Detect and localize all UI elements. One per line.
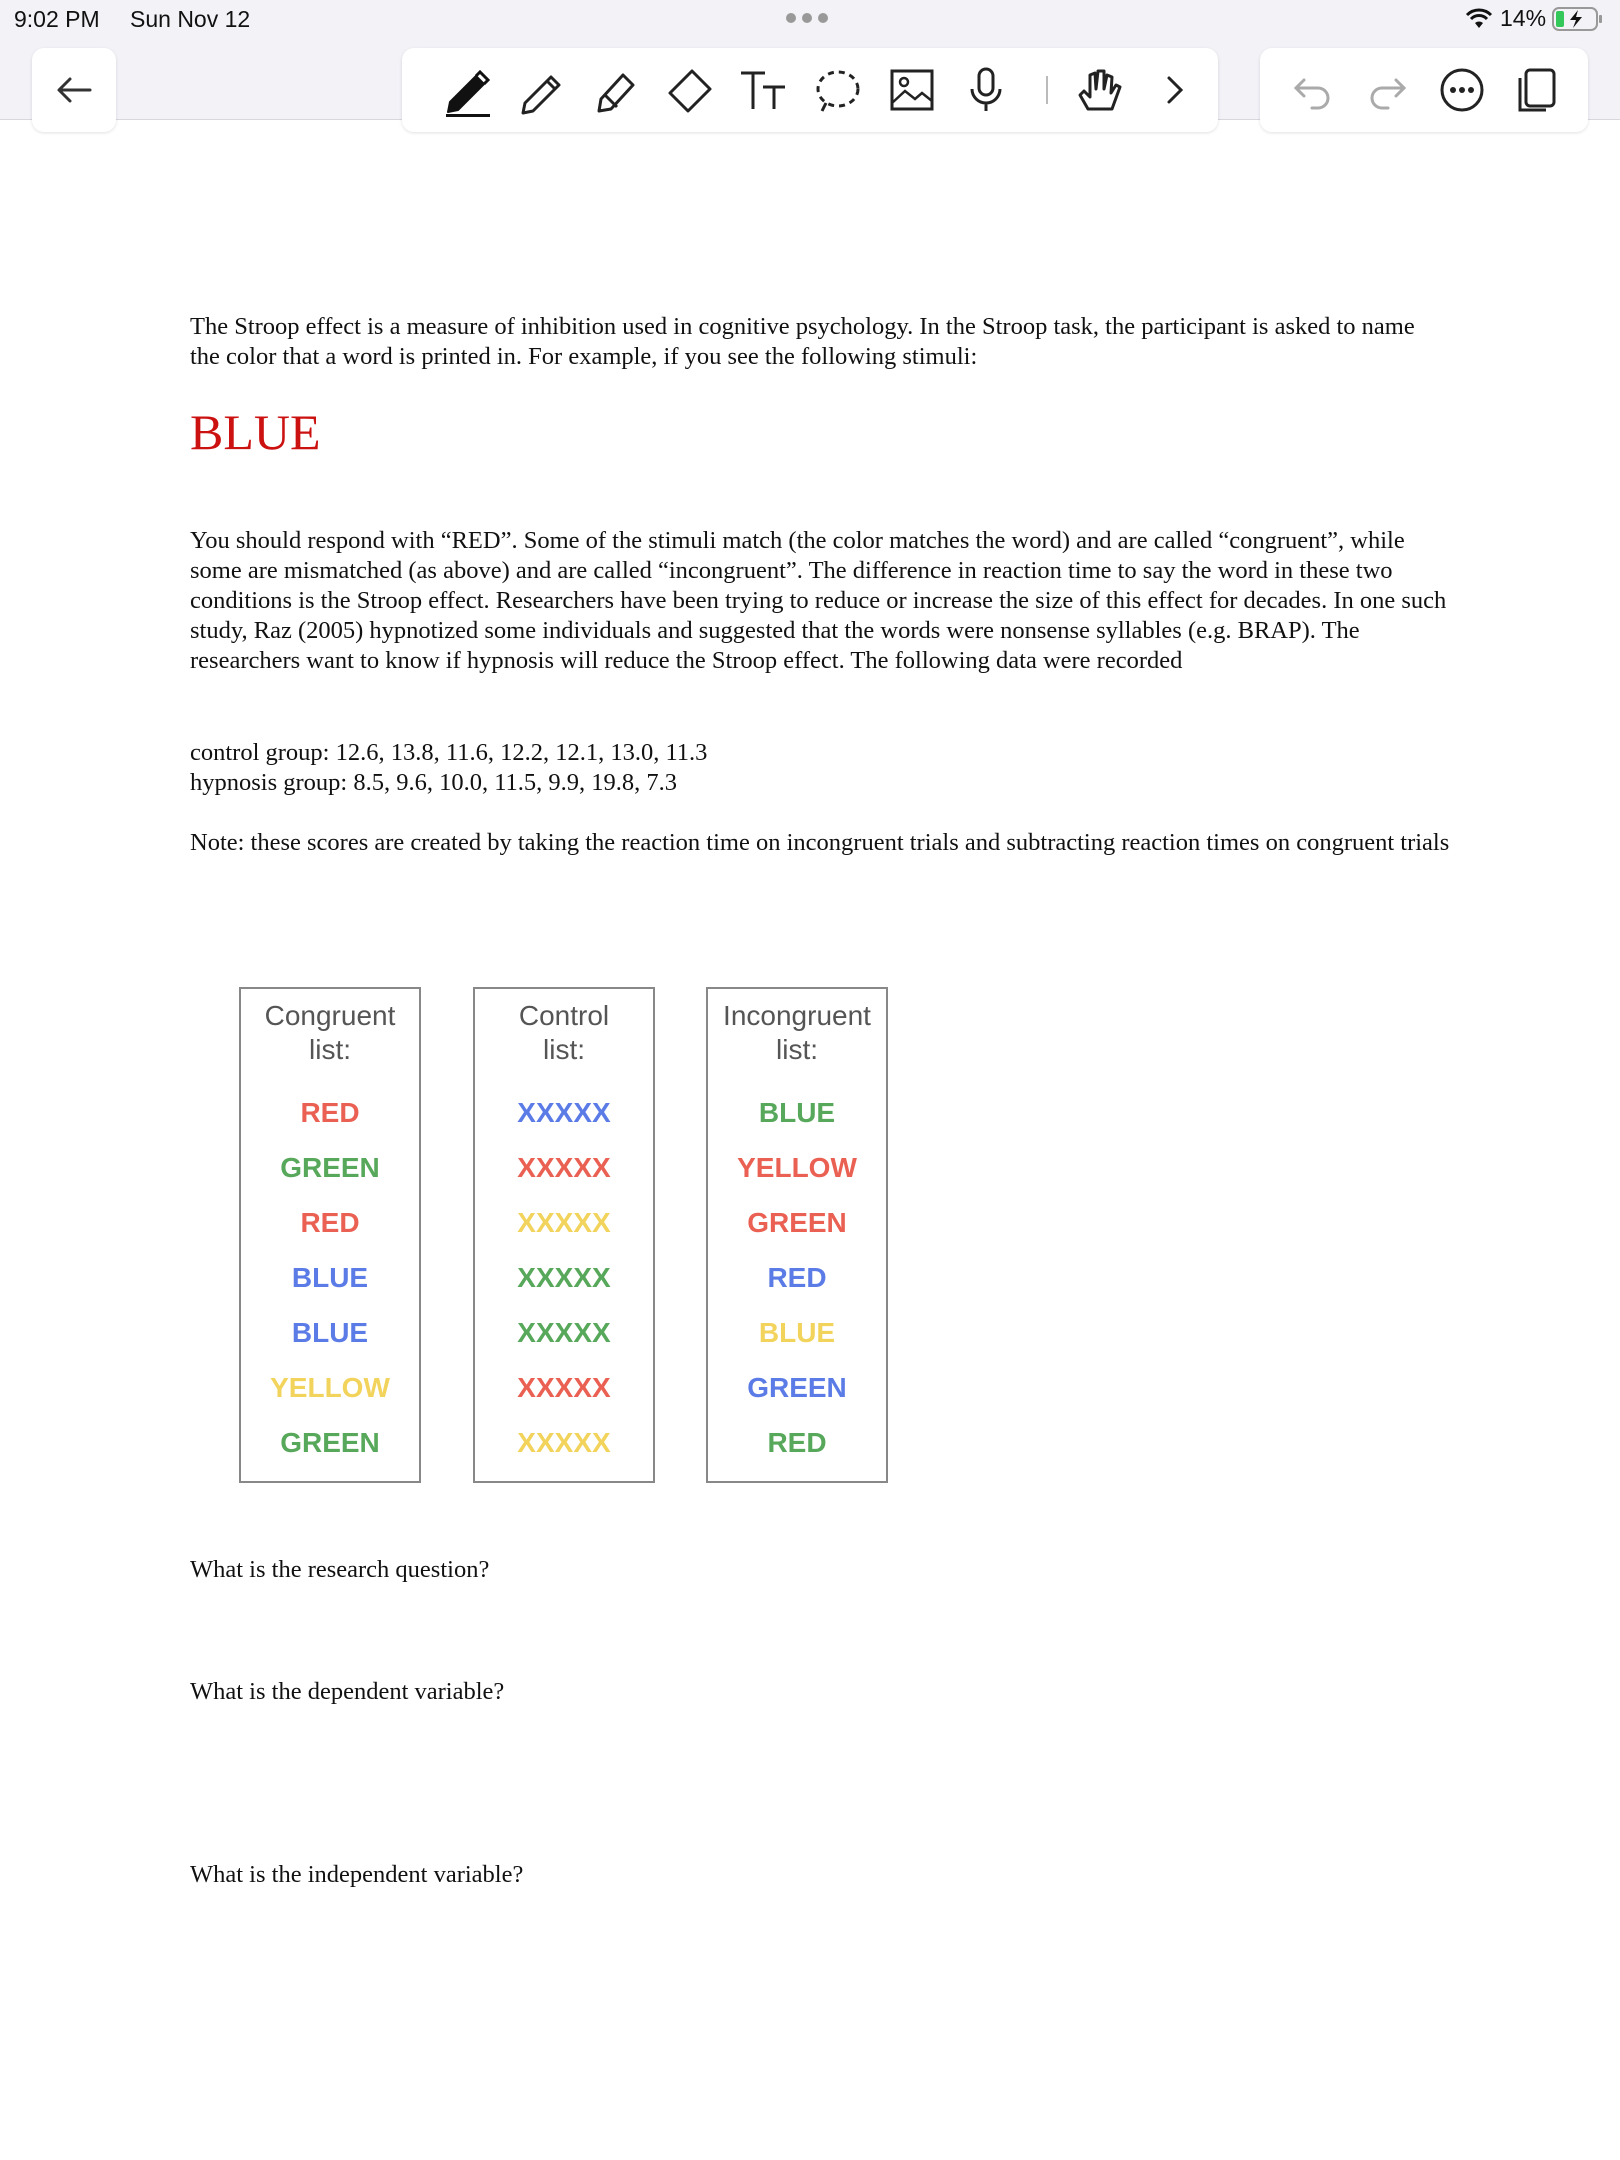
- pencil-icon: [517, 65, 567, 115]
- congruent-list: [239, 987, 421, 1483]
- lasso-icon: [812, 65, 864, 115]
- list-title: Control: [518, 1000, 610, 1031]
- list-item: RED: [300, 1207, 360, 1238]
- list-item: XXXXX: [517, 1097, 611, 1128]
- redo-icon: [1366, 70, 1410, 110]
- lasso-tool-button[interactable]: [810, 62, 866, 118]
- list-item: YELLOW: [270, 1372, 390, 1403]
- wifi-icon: [1465, 8, 1493, 30]
- pencil-tool-button[interactable]: [514, 62, 570, 118]
- control-group-data: control group: 12.6, 13.8, 11.6, 12.2, 12.1, 13.0, 11.3: [190, 739, 708, 766]
- eraser-icon: [664, 65, 716, 115]
- chevron-right-icon: [1159, 70, 1189, 110]
- note-paragraph: Note: these scores are created by taking the reaction time on incongruent trials and subtracting reaction times on congruent trials: [190, 829, 1450, 856]
- list-item: GREEN: [280, 1152, 380, 1183]
- battery-percentage: 14%: [1500, 5, 1547, 31]
- list-item: RED: [767, 1262, 827, 1293]
- hand-tool-button[interactable]: [1072, 62, 1128, 118]
- list-item: XXXXX: [517, 1427, 611, 1458]
- arrow-left-icon: [54, 72, 94, 108]
- more-tools-button[interactable]: [1146, 62, 1202, 118]
- list-item: BLUE: [291, 1317, 369, 1348]
- hypnosis-group-data: hypnosis group: 8.5, 9.6, 10.0, 11.5, 9.9, 19.8, 7.3: [190, 769, 678, 796]
- explanation-paragraph: You should respond with “RED”. Some of the stimuli match (the color matches the word) and are called “congruent”, while some are mismatched (as above) and are called “incongruent”. The difference in reaction time to say the word in these two conditions is the Stroop effect. Researchers have been trying to reduce or increase the size of this effect for decades. In one such study, Raz (2005) hypnotized some individuals and suggested that the words were nonsense syllables (e.g. BRAP). The researchers want to know if hypnosis will reduce the Stroop effect. The following data were recorded: [190, 527, 1447, 674]
- list-title: Congruent: [264, 1000, 396, 1031]
- list-item: XXXXX: [517, 1372, 611, 1403]
- eraser-tool-button[interactable]: [662, 62, 718, 118]
- list-item: YELLOW: [737, 1152, 857, 1183]
- status-date: Sun Nov 12: [130, 6, 251, 32]
- list-item: XXXXX: [517, 1262, 611, 1293]
- pen-tool-button[interactable]: [440, 62, 496, 118]
- pages-icon: [1514, 66, 1558, 114]
- text-tool-button[interactable]: [736, 62, 792, 118]
- intro-paragraph: The Stroop effect is a measure of inhibition used in cognitive psychology. In the Stroop task, the participant is asked to name the color that a word is printed in. For example, if you see the following stimuli:: [190, 313, 1415, 370]
- image-icon: [887, 65, 937, 115]
- hand-icon: [1074, 65, 1126, 115]
- list-item: BLUE: [291, 1262, 369, 1293]
- redo-button[interactable]: [1360, 62, 1416, 118]
- list-title-suffix: list:: [543, 1034, 585, 1065]
- pages-button[interactable]: [1508, 62, 1564, 118]
- highlighter-tool-button[interactable]: [588, 62, 644, 118]
- list-item: BLUE: [758, 1317, 836, 1348]
- dependent-variable-prompt: What is the dependent variable?: [190, 1678, 505, 1705]
- list-title: Incongruent: [723, 1000, 871, 1031]
- research-question-prompt: What is the research question?: [190, 1556, 490, 1583]
- history-bar: [1260, 48, 1588, 132]
- list-item: GREEN: [747, 1207, 847, 1238]
- incongruent-list: [706, 987, 888, 1483]
- list-item: RED: [300, 1097, 360, 1128]
- list-item: GREEN: [280, 1427, 380, 1458]
- pen-icon: [442, 62, 494, 118]
- control-list: [473, 987, 655, 1483]
- list-title-suffix: list:: [309, 1034, 351, 1065]
- list-item: XXXXX: [517, 1152, 611, 1183]
- list-item: XXXXX: [517, 1317, 611, 1348]
- more-icon: [1438, 66, 1486, 114]
- list-item: XXXXX: [517, 1207, 611, 1238]
- status-bar: [0, 0, 1620, 40]
- undo-icon: [1290, 70, 1334, 110]
- image-tool-button[interactable]: [884, 62, 940, 118]
- list-item: BLUE: [758, 1097, 836, 1128]
- list-item: RED: [767, 1427, 827, 1458]
- list-item: GREEN: [747, 1372, 847, 1403]
- drawing-tools-bar: [402, 48, 1218, 132]
- toolbar-separator: [1046, 76, 1048, 104]
- microphone-tool-button[interactable]: [958, 62, 1014, 118]
- highlighter-icon: [591, 65, 641, 115]
- example-stimulus-word: BLUE: [190, 404, 321, 460]
- back-button[interactable]: [32, 48, 116, 132]
- text-icon: [737, 65, 791, 115]
- multitasking-dots-icon[interactable]: [786, 10, 834, 26]
- independent-variable-prompt: What is the independent variable?: [190, 1861, 524, 1888]
- status-time: 9:02 PM: [14, 6, 100, 32]
- battery-charging-icon: [1552, 6, 1604, 32]
- undo-button[interactable]: [1284, 62, 1340, 118]
- more-options-button[interactable]: [1434, 62, 1490, 118]
- microphone-icon: [964, 65, 1008, 115]
- list-title-suffix: list:: [776, 1034, 818, 1065]
